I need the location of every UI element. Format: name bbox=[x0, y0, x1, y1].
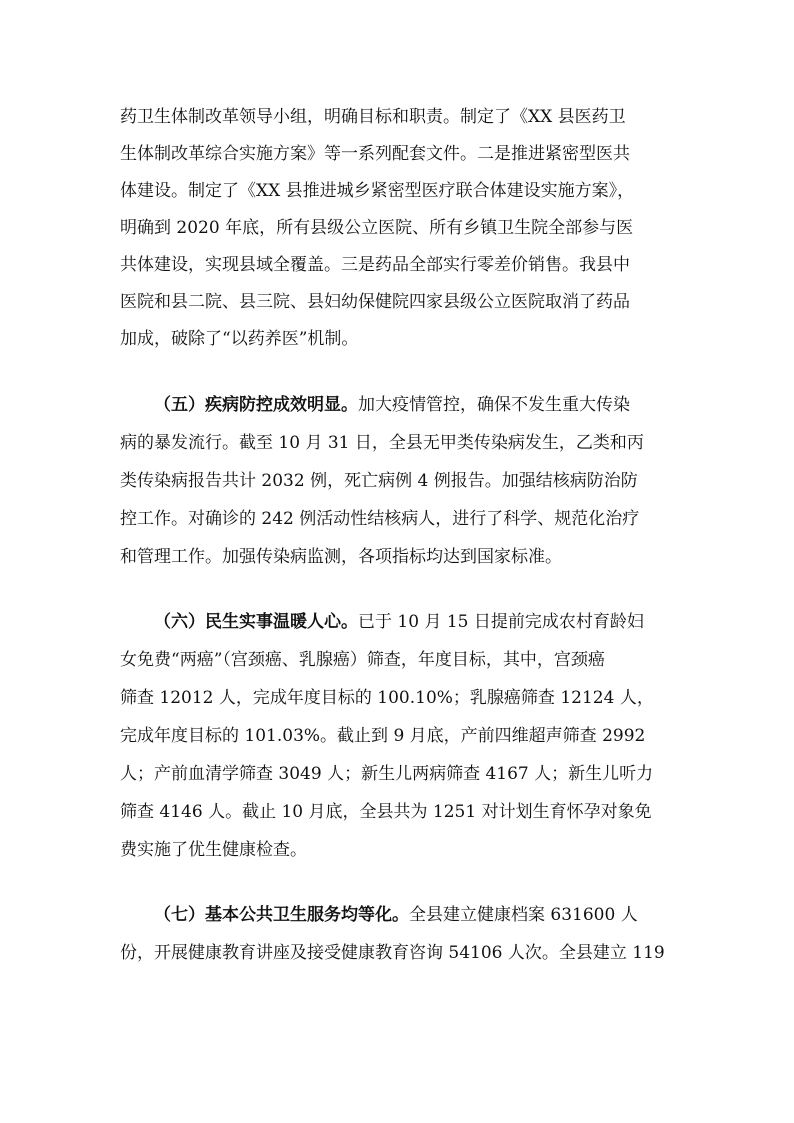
paragraph-2-first-line-text: 加大疫情管控，确保不发生重大传染 bbox=[358, 395, 630, 415]
paragraph-2-line-5: 和管理工作。加强传染病监测，各项指标均达到国家标准。 bbox=[120, 547, 562, 567]
paragraph-3-line-6: 筛查 4146 人。截止 10 月底，全县共为 1251 对计划生育怀孕对象免 bbox=[120, 802, 652, 822]
paragraph-1-line-1: 药卫生体制改革领导小组，明确目标和职责。制定了《XX 县医药卫 bbox=[120, 107, 626, 127]
paragraph-2-line-1 bbox=[120, 390, 680, 420]
paragraph-1-line-4: 明确到 2020 年底，所有县级公立医院、所有乡镇卫生院全部参与医 bbox=[120, 218, 634, 238]
paragraph-3-line-1 bbox=[120, 607, 680, 637]
paragraph-4-line-2: 份，开展健康教育讲座及接受健康教育咨询 54106 人次。全县建立 119 bbox=[120, 943, 665, 963]
paragraph-3-line-7: 费实施了优生健康检查。 bbox=[120, 840, 307, 860]
paragraph-1-line-6: 医院和县二院、县三院、县妇幼保健院四家县级公立医院取消了药品 bbox=[120, 292, 630, 312]
paragraph-3-line-5: 人；产前血清学筛查 3049 人；新生儿两病筛查 4167 人；新生儿听力 bbox=[120, 764, 654, 784]
paragraph-4-line-1 bbox=[120, 900, 680, 930]
section-heading-5: （五）疾病防控成效明显。 bbox=[154, 395, 358, 415]
paragraph-1-line-2: 生体制改革综合实施方案》等一系列配套文件。二是推进紧密型医共 bbox=[120, 144, 630, 164]
paragraph-3-line-2: 女免费“两癌”（宫颈癌、乳腺癌）筛查，年度目标，其中，宫颈癌 bbox=[120, 650, 605, 670]
paragraph-2-line-3: 类传染病报告共计 2032 例，死亡病例 4 例报告。加强结核病防治防 bbox=[120, 471, 638, 491]
section-heading-7: （七）基本公共卫生服务均等化。 bbox=[154, 905, 409, 925]
paragraph-1-line-5: 共体建设，实现县域全覆盖。三是药品全部实行零差价销售。我县中 bbox=[120, 255, 630, 275]
paragraph-2-line-4: 控工作。对确诊的 242 例活动性结核病人，进行了科学、规范化治疗 bbox=[120, 509, 640, 529]
paragraph-3-first-line-text: 已于 10 月 15 日提前完成农村育龄妇 bbox=[358, 612, 644, 632]
paragraph-3-line-4: 完成年度目标的 101.03%。截止到 9 月底，产前四维超声筛查 2992 bbox=[120, 726, 646, 746]
paragraph-1-line-3: 体建设。制定了《XX 县推进城乡紧密型医疗联合体建设实施方案》， bbox=[120, 181, 635, 201]
paragraph-3-line-3: 筛查 12012 人，完成年度目标的 100.10%；乳腺癌筛查 12124 人， bbox=[120, 688, 654, 708]
paragraph-1-line-7: 加成，破除了“以药养医”机制。 bbox=[120, 329, 359, 349]
paragraph-4-first-line-text: 全县建立健康档案 631600 人 bbox=[409, 905, 638, 925]
section-heading-6: （六）民生实事温暖人心。 bbox=[154, 612, 358, 632]
paragraph-2-line-2: 病的暴发流行。截至 10 月 31 日，全县无甲类传染病发生，乙类和丙 bbox=[120, 433, 644, 453]
